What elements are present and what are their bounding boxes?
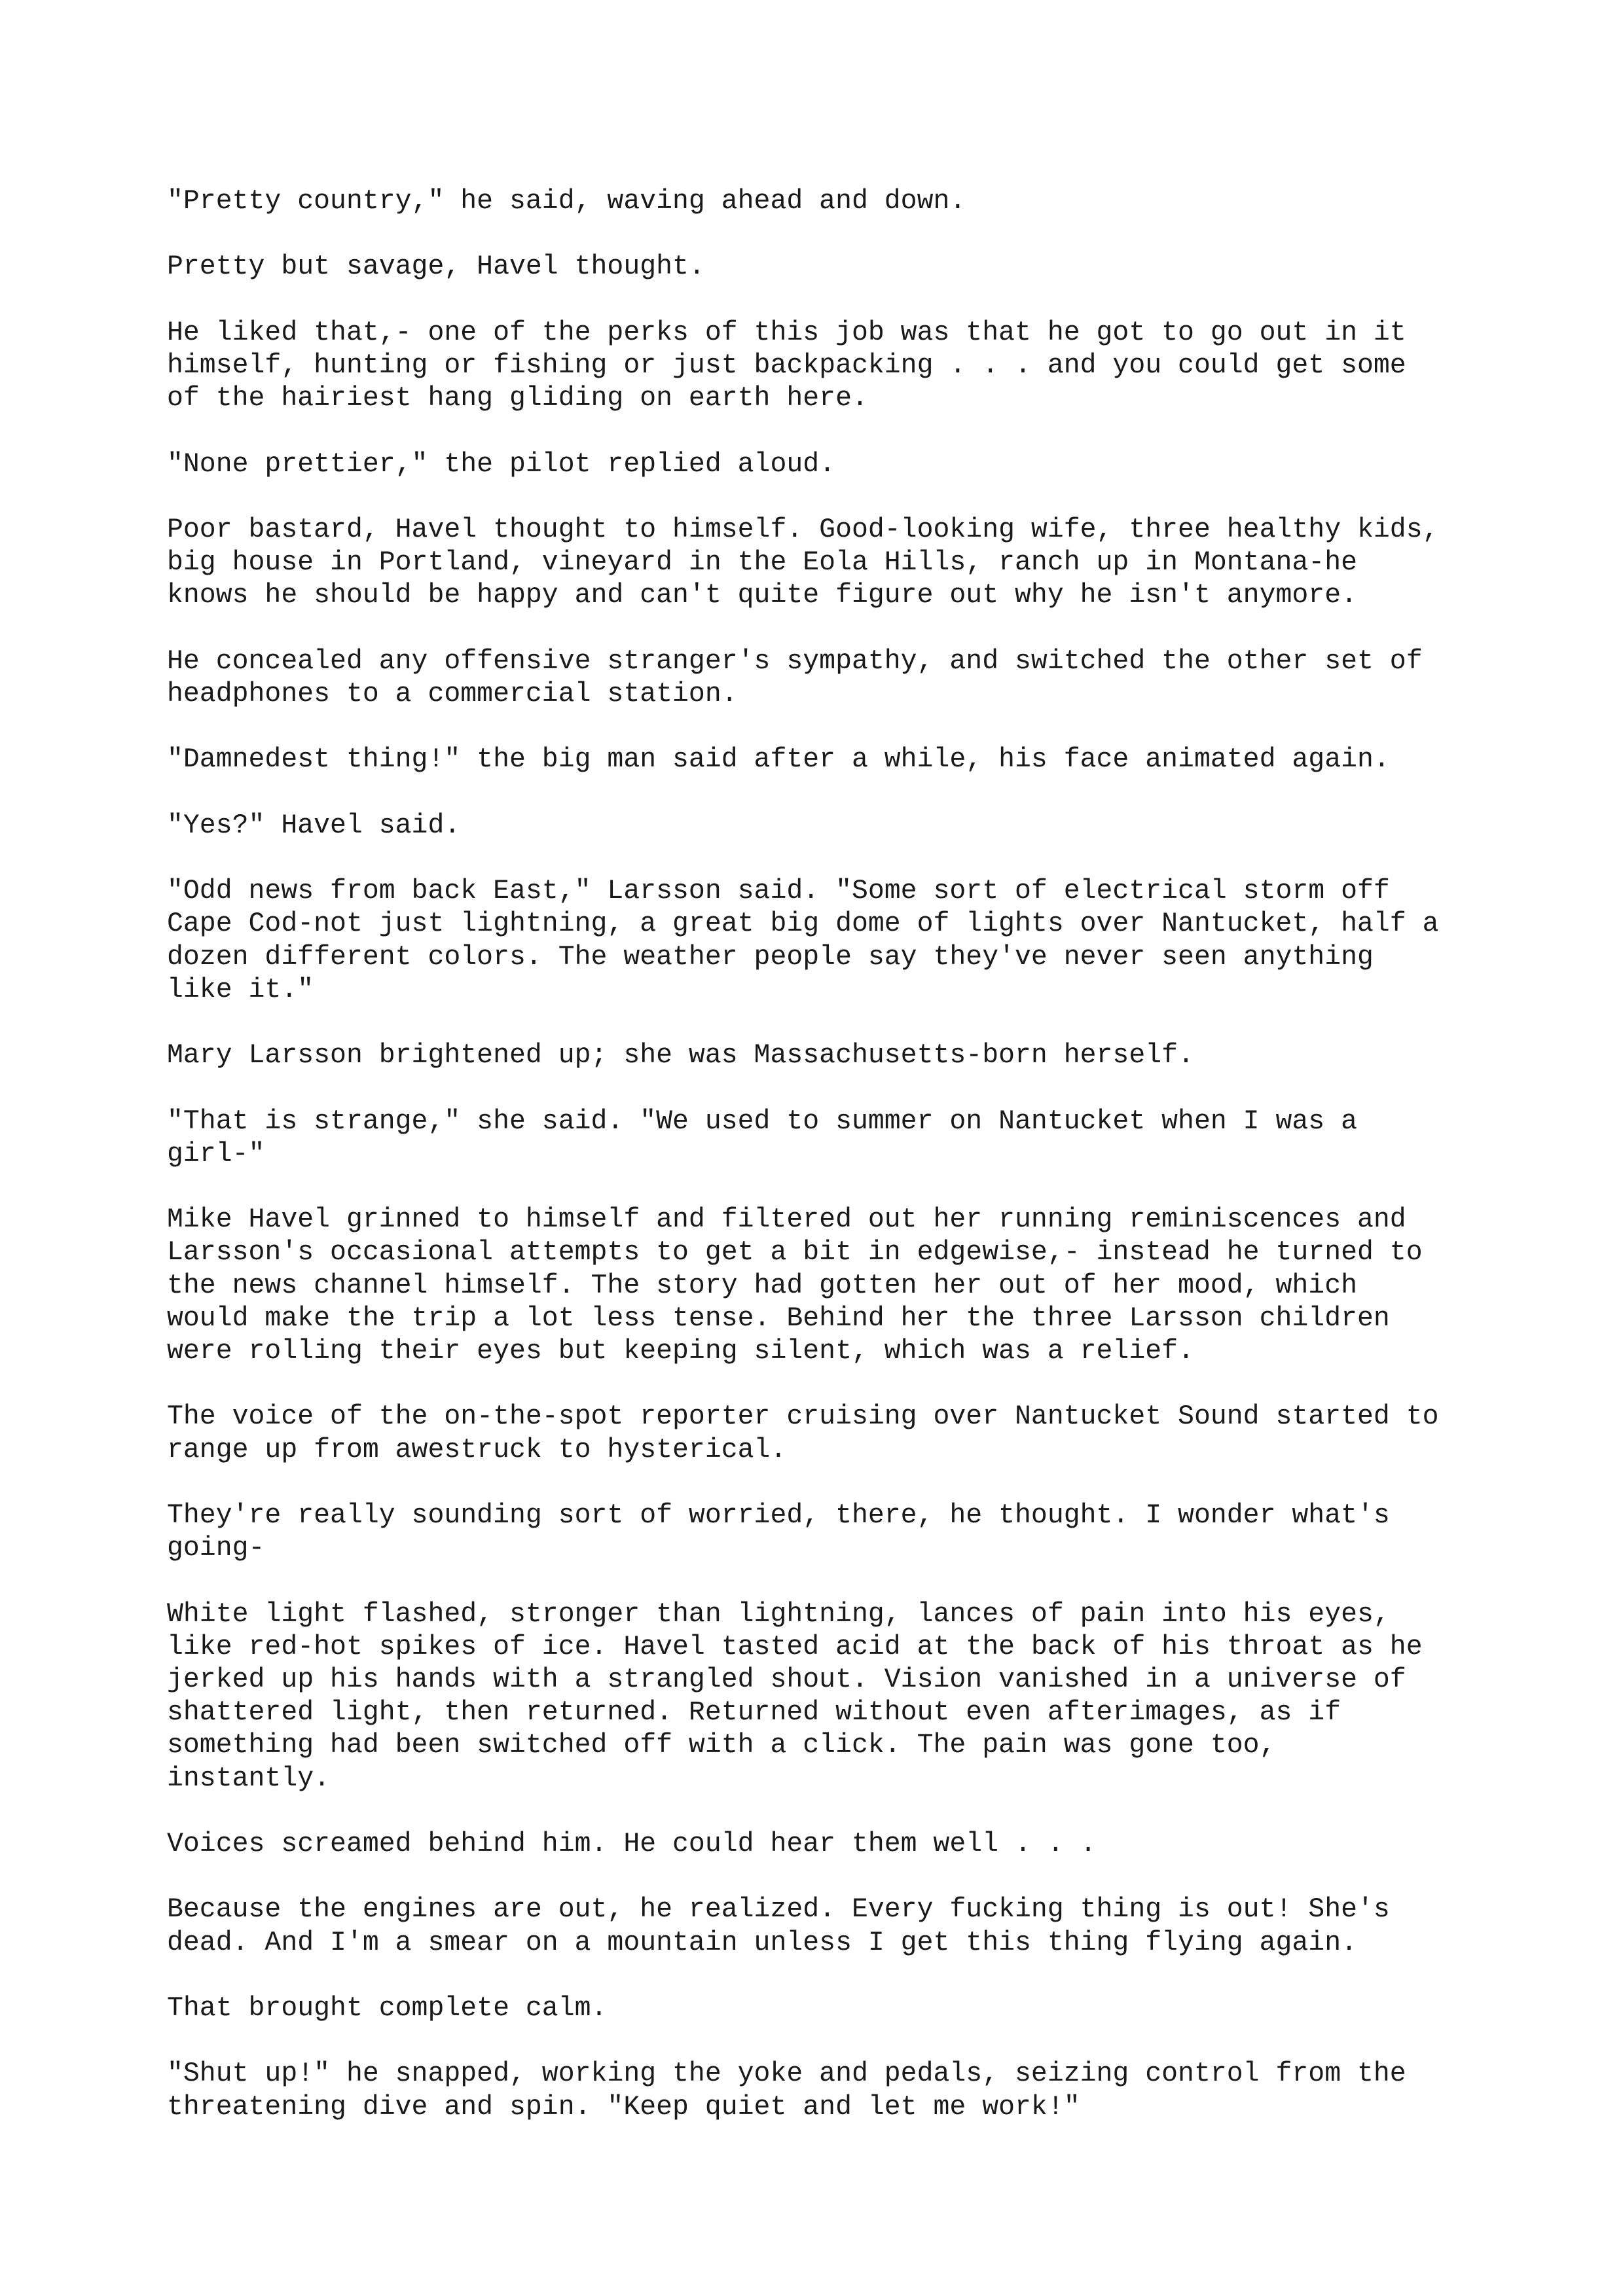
paragraph-7: "Damnedest thing!" the big man said after a while, his face animated again.	[167, 744, 1390, 776]
paragraph-17: Because the engines are out, he realized. Every fucking thing is out! She's dead. And I'm a smear on a mountain unless I get this thing flying again.	[167, 1894, 1390, 1958]
paragraph-14: They're really sounding sort of worried, there, he thought. I wonder what's going-	[167, 1499, 1390, 1564]
paragraph-4: "None prettier," the pilot replied aloud.	[167, 448, 836, 480]
paragraph-10: Mary Larsson brightened up; she was Massachusetts-born herself.	[167, 1040, 1194, 1071]
paragraph-6: He concealed any offensive stranger's sympathy, and switched the other set of headphones to a commercial station.	[167, 645, 1423, 709]
paragraph-16: Voices screamed behind him. He could hear them well . . .	[167, 1828, 1097, 1859]
body-text	[167, 185, 1516, 2157]
paragraph-5: Poor bastard, Havel thought to himself. Good-looking wife, three healthy kids, big house in Portland, vineyard in the Eola Hills, ranch up in Montana-he knows he should be happy and can't quite figure out why he isn't anymore.	[167, 514, 1439, 611]
paragraph-8: "Yes?" Havel said.	[167, 810, 461, 841]
paragraph-2: Pretty but savage, Havel thought.	[167, 251, 705, 283]
paragraph-19: "Shut up!" he snapped, working the yoke and pedals, seizing control from the threatening dive and spin. "Keep quiet and let me work!"	[167, 2058, 1406, 2123]
paragraph-13: The voice of the on-the-spot reporter cruising over Nantucket Sound started to range up from awestruck to hysterical.	[167, 1401, 1439, 1465]
paragraph-9: "Odd news from back East," Larsson said. "Some sort of electrical storm off Cape Cod-not just lightning, a great big dome of lights over Nantucket, half a dozen different colors. The weather people say they've never seen anything like it."	[167, 876, 1439, 1005]
paragraph-18: That brought complete calm.	[167, 1992, 608, 2024]
paragraph-12: Mike Havel grinned to himself and filtered out her running reminiscences and Larsson's occasional attempts to get a bit in edgewise,- instead he turned to the news channel himself. The story had gotten her out of her mood, which would make the trip a lot less tense. Behind her the three Larsson children were rolling their eyes but keeping silent, which was a relief.	[167, 1204, 1423, 1367]
paragraph-15: White light flashed, stronger than lightning, lances of pain into his eyes, like red-hot spikes of ice. Havel tasted acid at the back of his throat as he jerked up his hands with a strangled shout. Vision vanished in a universe of shattered light, then returned. Returned without even afterimages, as if something had been switched off with a click. The pain was gone too, instantly.	[167, 1598, 1423, 1794]
paragraph-11: "That is strange," she said. "We used to summer on Nantucket when I was a girl-"	[167, 1105, 1357, 1170]
paragraph-3: He liked that,- one of the perks of this job was that he got to go out in it himself, hunting or fishing or just backpacking . . . and you could get some of the hairiest hang gliding on earth here.	[167, 317, 1406, 414]
paragraph-1: "Pretty country," he said, waving ahead and down.	[167, 186, 966, 217]
